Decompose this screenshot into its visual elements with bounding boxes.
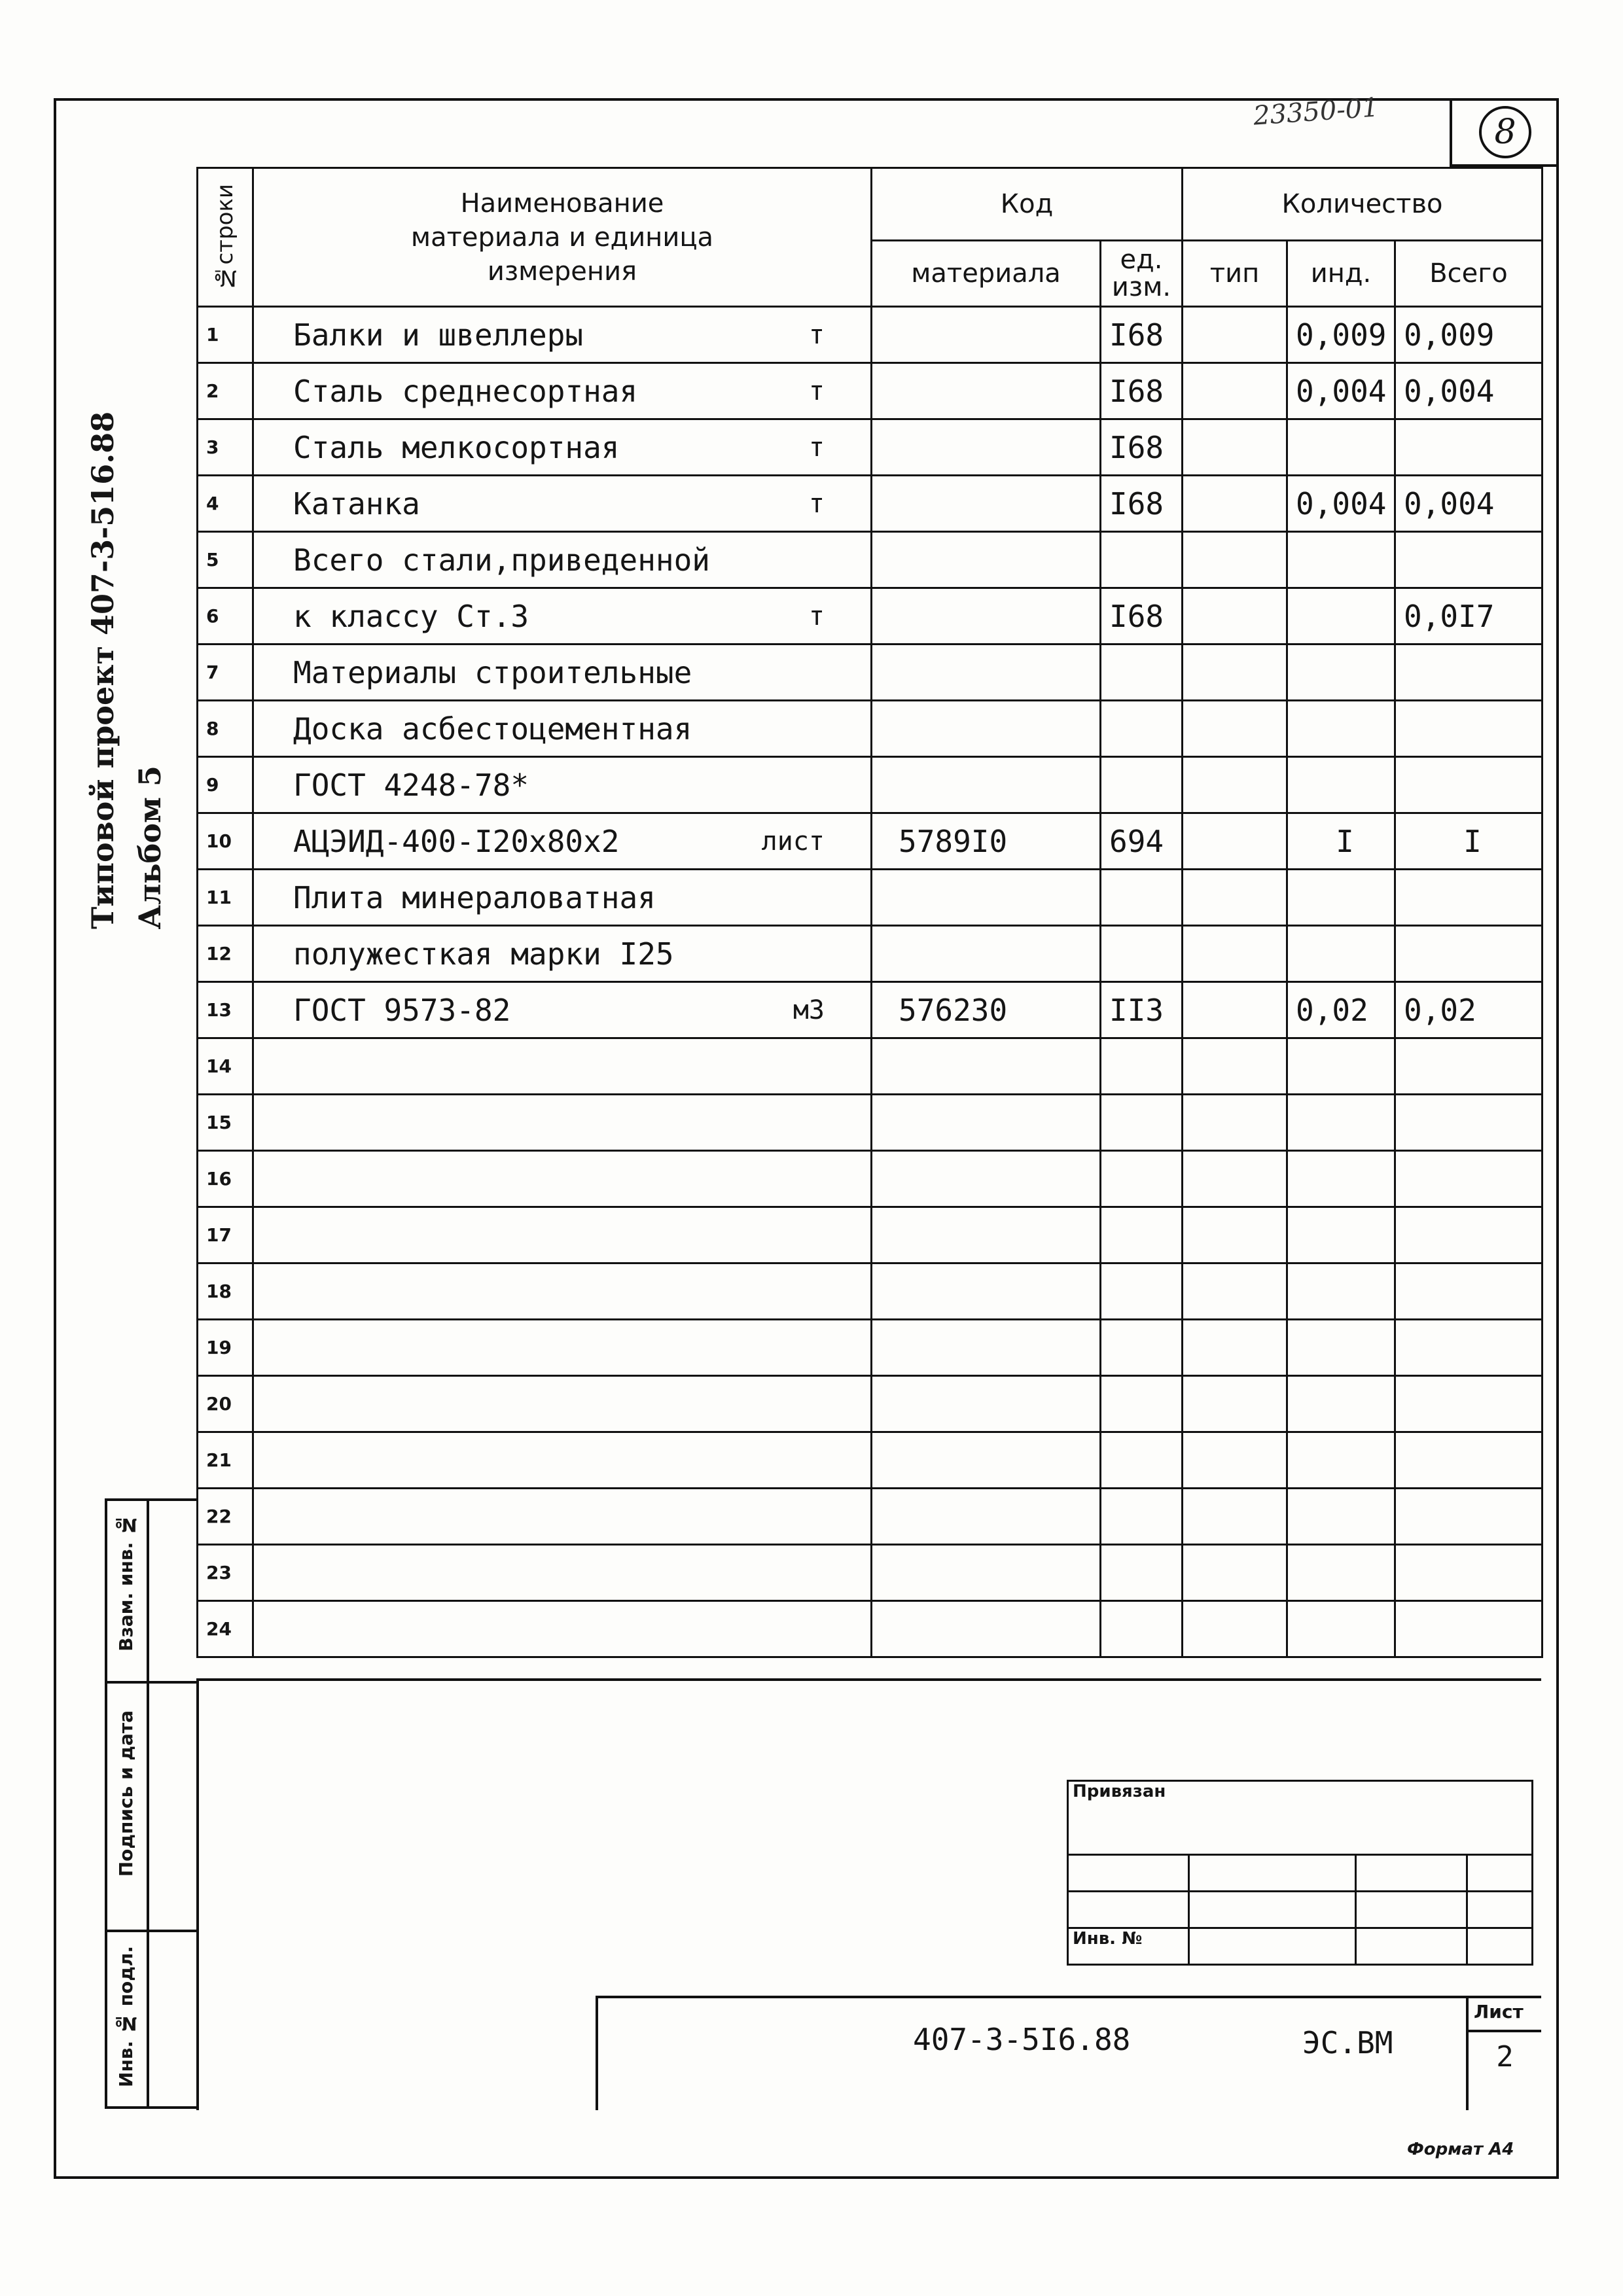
row-number: 1 [198,307,253,363]
left-strip [105,1498,196,2109]
row-name [253,532,872,588]
row-number: 16 [198,1151,253,1207]
table-row [198,645,1543,701]
row-total: I [1395,813,1543,870]
row-material-code [872,1489,1101,1545]
row-typ [1183,813,1287,870]
header-material: материала [872,241,1101,307]
row-number: 20 [198,1376,253,1432]
doc-code: ЭС.ВМ [1302,2025,1393,2060]
row-number: 18 [198,1263,253,1320]
row-material-code [872,757,1101,813]
row-ind [1287,419,1395,476]
row-number: 5 [198,532,253,588]
row-number: 24 [198,1601,253,1657]
row-material-code [872,1263,1101,1320]
row-name-text: Катанка [293,486,420,521]
row-typ [1183,588,1287,645]
row-material-code [872,1432,1101,1489]
strip-label-inv: Инв. № подл. [115,1946,137,2087]
header-ind: инд. [1287,241,1395,307]
bottom-separator [196,1678,1541,1681]
side-title-line1: Типовой проект 407-3-516.88 [85,411,120,929]
row-typ [1183,757,1287,813]
row-ind: 0,009 [1287,307,1395,363]
row-ind [1287,1376,1395,1432]
row-name [253,1095,872,1151]
table-row [198,1095,1543,1151]
row-unit-text: т [808,319,825,350]
row-number: 14 [198,1038,253,1095]
row-unit-code: I68 [1101,476,1183,532]
sheet-cell [1466,1996,1541,2110]
header-total: Всего [1395,241,1543,307]
row-name-text: ГОСТ 9573-82 [293,992,511,1028]
side-title-line2: Альбом 5 [132,765,168,929]
table-row [198,1376,1543,1432]
table-row [198,926,1543,982]
row-unit-code [1101,926,1183,982]
row-ind: 0,004 [1287,476,1395,532]
row-ind [1287,1151,1395,1207]
row-number: 22 [198,1489,253,1545]
row-typ [1183,419,1287,476]
row-typ [1183,1320,1287,1376]
row-ind: I [1287,813,1395,870]
row-total: 0,02 [1395,982,1543,1038]
row-total [1395,757,1543,813]
row-name [253,757,872,813]
row-name [253,701,872,757]
row-material-code [872,926,1101,982]
row-ind [1287,1432,1395,1489]
row-unit-text: т [808,488,825,519]
row-unit-code [1101,1038,1183,1095]
row-total [1395,1432,1543,1489]
row-material-code: 576230 [872,982,1101,1038]
row-ind [1287,701,1395,757]
row-number: 9 [198,757,253,813]
row-name [253,1263,872,1320]
row-unit-code [1101,701,1183,757]
row-unit-code [1101,532,1183,588]
row-ind [1287,870,1395,926]
row-ind [1287,1320,1395,1376]
row-unit-code [1101,1376,1183,1432]
row-total: 0,004 [1395,476,1543,532]
row-material-code: 5789I0 [872,813,1101,870]
format-label: Формат А4 [1407,2140,1514,2159]
row-name [253,1207,872,1263]
row-name [253,419,872,476]
table-row [198,1432,1543,1489]
table-row [198,307,1543,363]
row-typ [1183,1601,1287,1657]
row-name [253,813,872,870]
header-row-no: №строки [198,168,253,307]
row-typ [1183,1489,1287,1545]
row-ind [1287,1207,1395,1263]
row-unit-code: I68 [1101,363,1183,419]
row-material-code [872,701,1101,757]
row-name-text: полужесткая марки I25 [293,936,674,972]
row-typ [1183,1207,1287,1263]
row-typ [1183,645,1287,701]
row-ind [1287,1545,1395,1601]
row-name [253,1489,872,1545]
row-total [1395,701,1543,757]
row-typ [1183,870,1287,926]
row-ind [1287,926,1395,982]
row-number: 21 [198,1432,253,1489]
row-typ [1183,1432,1287,1489]
table-row [198,1320,1543,1376]
row-typ [1183,1095,1287,1151]
row-material-code [872,1095,1101,1151]
row-typ [1183,1376,1287,1432]
row-total [1395,1545,1543,1601]
row-name [253,1376,872,1432]
row-unit-code [1101,1095,1183,1151]
row-number: 4 [198,476,253,532]
row-total [1395,1207,1543,1263]
materials-table [196,167,1543,1658]
row-total [1395,1376,1543,1432]
row-total [1395,1320,1543,1376]
table-row [198,1601,1543,1657]
row-material-code [872,1545,1101,1601]
row-material-code [872,645,1101,701]
row-unit-code: I68 [1101,588,1183,645]
row-unit-text: т [808,601,825,631]
attached-label: Привязан [1068,1781,1533,1855]
table-row [198,1489,1543,1545]
table-row [198,1263,1543,1320]
row-ind [1287,645,1395,701]
row-ind [1287,757,1395,813]
row-unit-code [1101,1489,1183,1545]
row-material-code [872,1601,1101,1657]
row-total [1395,1263,1543,1320]
row-ind [1287,1601,1395,1657]
row-number: 12 [198,926,253,982]
row-name-text: Балки и швеллеры [293,317,584,353]
table-row [198,1207,1543,1263]
row-number: 2 [198,363,253,419]
row-name-text: Плита минераловатная [293,879,656,915]
table-row [198,1545,1543,1601]
row-unit-code [1101,1545,1183,1601]
row-ind [1287,1095,1395,1151]
row-name [253,1545,872,1601]
strip-label-replace: Взам. инв. № [115,1514,137,1651]
title-block-grid [1067,1780,1533,1966]
row-number: 11 [198,870,253,926]
row-number: 3 [198,419,253,476]
row-unit-text: т [808,432,825,463]
row-number: 19 [198,1320,253,1376]
row-number: 8 [198,701,253,757]
row-ind [1287,1263,1395,1320]
row-material-code [872,363,1101,419]
table-row [198,588,1543,645]
row-typ [1183,307,1287,363]
table-row [198,701,1543,757]
row-ind [1287,1038,1395,1095]
row-name [253,1601,872,1657]
row-unit-code [1101,870,1183,926]
row-material-code [872,1038,1101,1095]
row-total [1395,532,1543,588]
row-unit-code [1101,1601,1183,1657]
inv-no-label: Инв. № [1068,1928,1189,1965]
row-total: 0,004 [1395,363,1543,419]
table-row [198,870,1543,926]
row-name [253,1038,872,1095]
row-ind: 0,02 [1287,982,1395,1038]
header-typ: тип [1183,241,1287,307]
row-unit-text: лист [761,826,825,857]
designation: 407-3-5I6.88 [913,2022,1131,2057]
row-name [253,476,872,532]
row-number: 13 [198,982,253,1038]
table-row [198,363,1543,419]
row-unit-code [1101,1207,1183,1263]
row-unit-code [1101,757,1183,813]
row-name [253,870,872,926]
sheet-label: Лист [1469,1996,1541,2032]
row-unit-code [1101,645,1183,701]
row-number: 6 [198,588,253,645]
doc-number: 23350-01 [1252,92,1380,132]
page-circle: 8 [1479,106,1531,158]
row-total [1395,1038,1543,1095]
row-unit-code [1101,1432,1183,1489]
row-name-text: АЦЭИД-400-I20x80x2 [293,823,620,859]
row-ind [1287,1489,1395,1545]
row-total [1395,645,1543,701]
row-total [1395,926,1543,982]
row-unit-code: II3 [1101,982,1183,1038]
row-total: 0,009 [1395,307,1543,363]
row-total: 0,0I7 [1395,588,1543,645]
row-typ [1183,476,1287,532]
row-ind: 0,004 [1287,363,1395,419]
row-unit-code [1101,1151,1183,1207]
row-material-code [872,476,1101,532]
bottom-left-border [196,1678,199,2110]
row-total [1395,870,1543,926]
row-material-code [872,870,1101,926]
row-name [253,645,872,701]
row-name-text: ГОСТ 4248-78* [293,767,529,803]
header-unit: ед. изм. [1101,241,1183,307]
row-number: 17 [198,1207,253,1263]
row-material-code [872,1207,1101,1263]
row-name-text: Материалы строительные [293,654,692,690]
row-typ [1183,363,1287,419]
side-title [85,340,168,929]
row-material-code [872,419,1101,476]
row-typ [1183,1151,1287,1207]
row-material-code [872,307,1101,363]
row-unit-code: I68 [1101,307,1183,363]
row-typ [1183,1038,1287,1095]
row-unit-code [1101,1263,1183,1320]
table-row [198,476,1543,532]
row-total [1395,419,1543,476]
row-material-code [872,1320,1101,1376]
row-name [253,1151,872,1207]
row-total [1395,1601,1543,1657]
row-name [253,982,872,1038]
row-typ [1183,1545,1287,1601]
row-unit-text: т [808,376,825,406]
table-row [198,757,1543,813]
row-number: 7 [198,645,253,701]
row-name [253,1432,872,1489]
row-name [253,307,872,363]
row-material-code [872,588,1101,645]
row-material-code [872,1376,1101,1432]
row-name-text: Сталь мелкосортная [293,429,620,465]
row-name [253,588,872,645]
row-name-text: Сталь среднесортная [293,373,638,409]
row-name-text: Всего стали,приведенной [293,542,710,578]
row-typ [1183,926,1287,982]
row-number: 10 [198,813,253,870]
row-typ [1183,701,1287,757]
strip-label-signature: Подпись и дата [115,1710,137,1877]
row-total [1395,1095,1543,1151]
row-name [253,363,872,419]
row-typ [1183,1263,1287,1320]
table-row [198,1151,1543,1207]
sheet-number: 2 [1496,2040,1514,2074]
row-material-code [872,532,1101,588]
table-row [198,1038,1543,1095]
row-typ [1183,532,1287,588]
row-ind [1287,532,1395,588]
header-code: Код [872,168,1183,241]
table-row [198,813,1543,870]
table-row [198,982,1543,1038]
row-ind [1287,588,1395,645]
row-total [1395,1151,1543,1207]
row-typ [1183,982,1287,1038]
row-name [253,926,872,982]
header-quantity: Количество [1183,168,1543,241]
row-name [253,1320,872,1376]
row-unit-text: м3 [793,995,825,1025]
row-number: 15 [198,1095,253,1151]
row-unit-code: I68 [1101,419,1183,476]
row-total [1395,1489,1543,1545]
table-row [198,419,1543,476]
row-unit-code: 694 [1101,813,1183,870]
table-row [198,532,1543,588]
row-number: 23 [198,1545,253,1601]
header-name: Наименование материала и единица измерения [253,168,872,307]
row-material-code [872,1151,1101,1207]
row-name-text: Доска асбестоцементная [293,711,692,747]
row-name-text: к классу Ст.3 [293,598,529,634]
row-unit-code [1101,1320,1183,1376]
